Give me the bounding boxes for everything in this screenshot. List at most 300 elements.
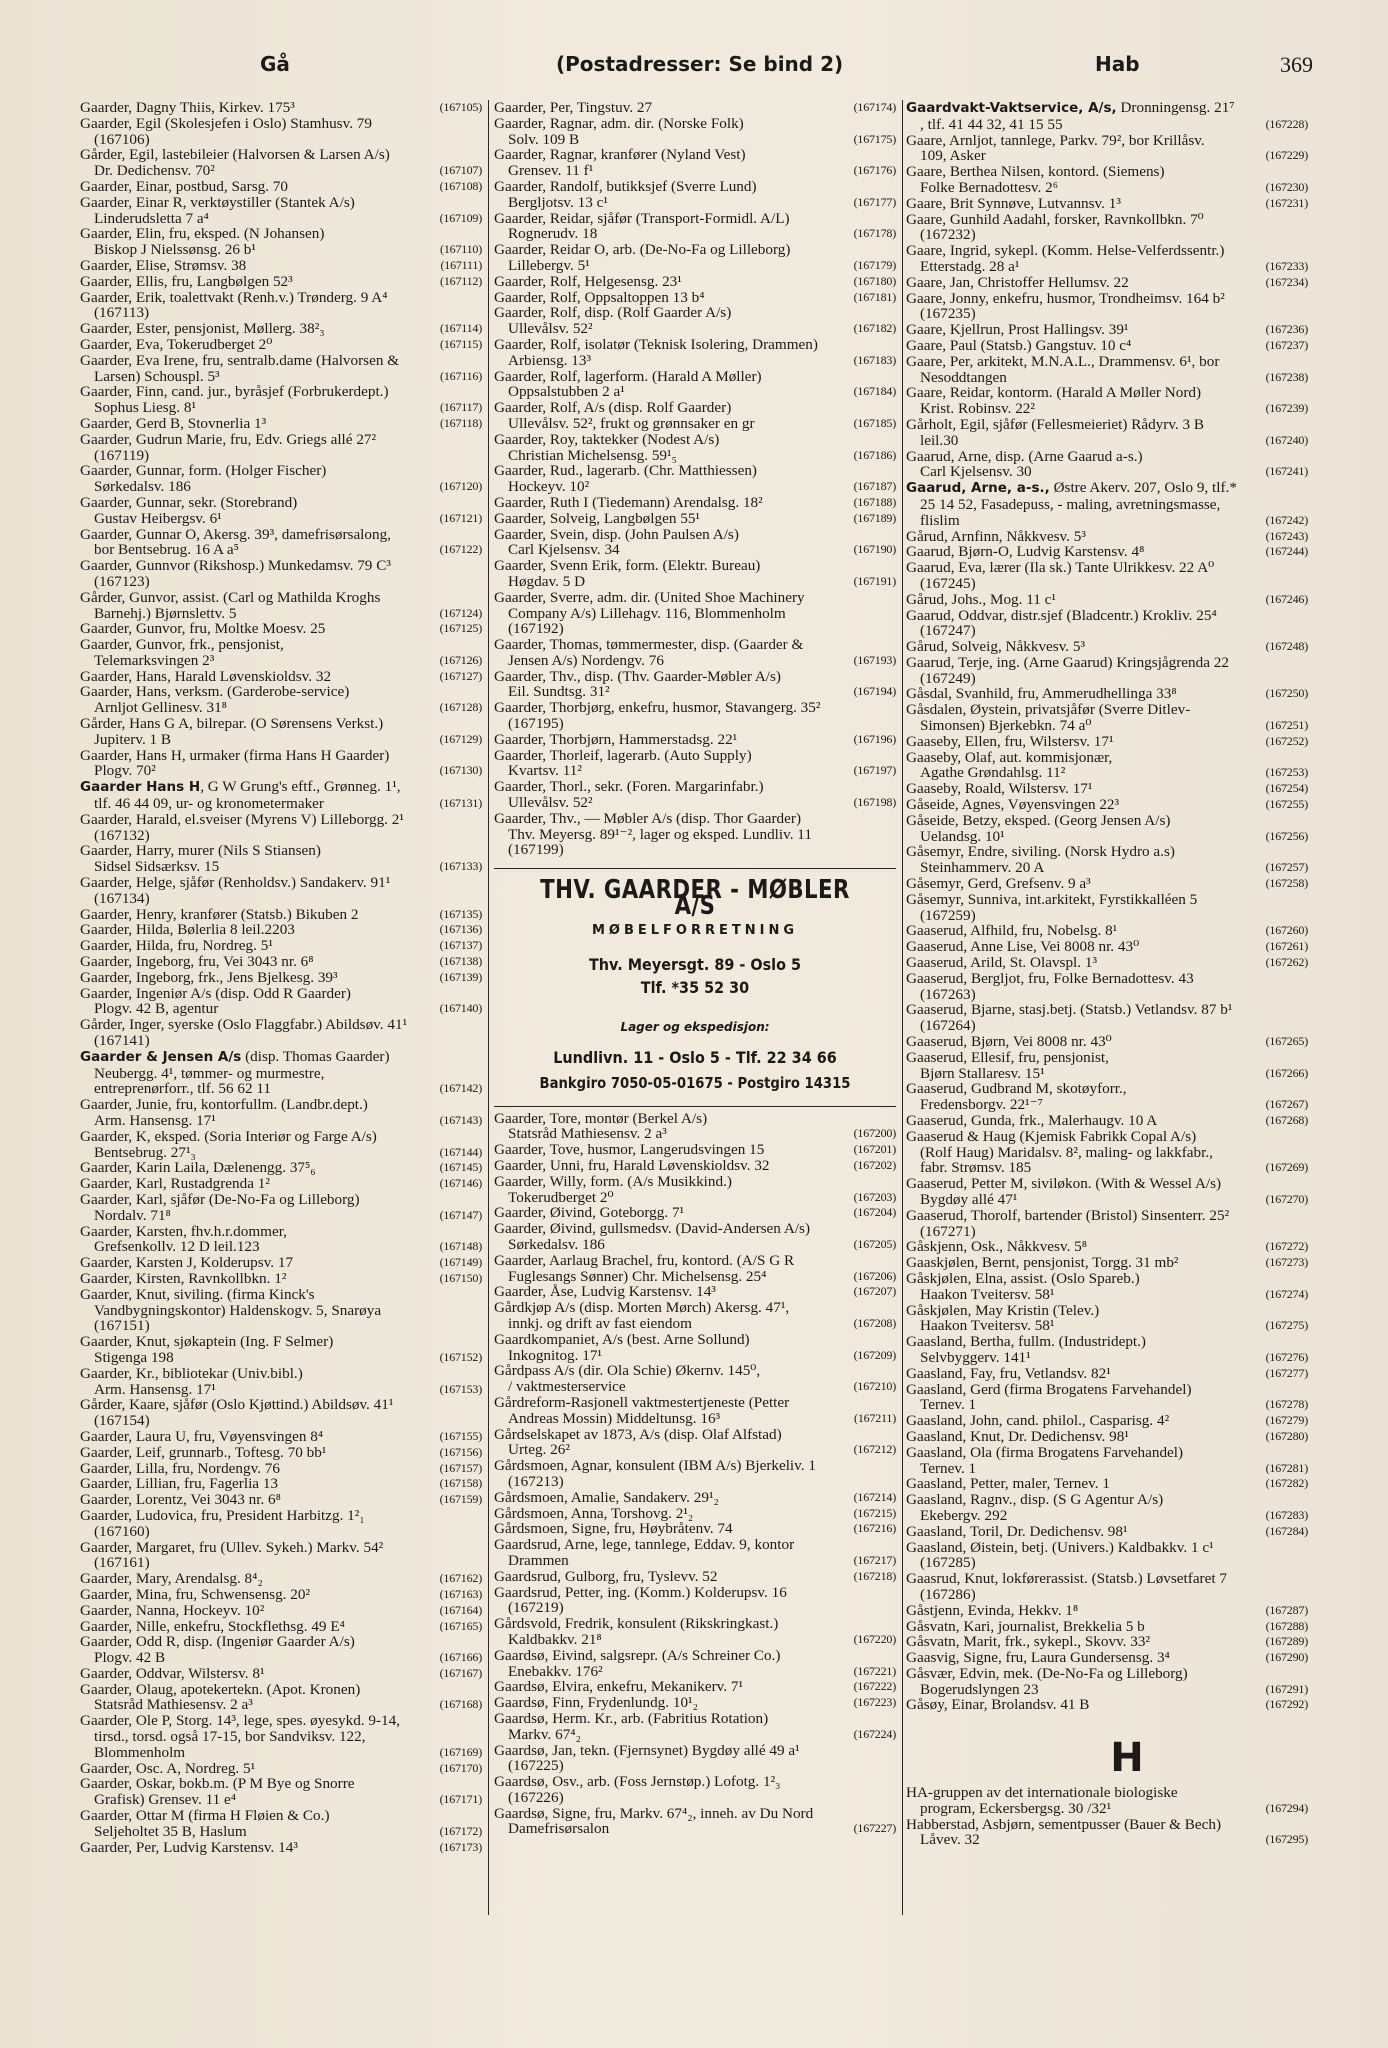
entry-number: (167203) [853, 1189, 896, 1204]
entry-text: Gåstjenn, Evinda, Hekkv. 1⁸ [906, 1601, 1079, 1619]
entry-continuation-line [494, 1821, 896, 1837]
entry-text: Gaarud, Arne, a-s., Østre Akerv. 207, Oslo 9, tlf.* [906, 479, 1237, 497]
entry-text: Gaarder, Egil (Skolesjefen i Oslo) Stamhusv. 79 [80, 114, 372, 132]
directory-entry [906, 1492, 1308, 1524]
advertisement-box [494, 868, 896, 1106]
entry-number: (167261) [1265, 939, 1308, 954]
entry-text: Gaarder, Elin, fru, eksped. (N Johansen) [80, 225, 325, 243]
entry-name-line [80, 320, 325, 337]
directory-entry [906, 971, 1308, 1003]
entry-number: (167231) [1265, 195, 1308, 210]
entry-name-line [80, 842, 321, 859]
entry-name-line [80, 1191, 360, 1208]
entry-text: Bentsebrug. 27¹₃ [94, 1143, 196, 1161]
entry-number: (167120) [439, 479, 482, 494]
entry-text: Gaare, Jonny, enkefru, husmor, Trondheimsv. 164 b² [906, 289, 1225, 307]
entry-text: Gårholt, Egil, sjåfør (Fellesmeieriet) Rådyrv. 3 B [906, 415, 1205, 433]
directory-entry [906, 1002, 1308, 1034]
entry-name-line [494, 115, 744, 132]
directory-entry [80, 1017, 482, 1049]
entry-number: (167257) [1265, 860, 1308, 875]
entry-continuation-line [494, 1758, 896, 1774]
entry-text: Gaaskjølen, Bernt, pensjonist, Torgg. 31 mb² [906, 1254, 1179, 1272]
entry-number: (167179) [853, 257, 896, 272]
entry-text: Gaarder, Helge, sjåfør (Renholdsv.) Sandakerv. 91¹ [80, 874, 391, 892]
entry-name-line [80, 1270, 286, 1287]
page-header [80, 52, 1313, 86]
directory-entry [80, 1160, 482, 1176]
directory-entry [80, 1397, 482, 1429]
entry-continuation-line [494, 1379, 896, 1395]
directory-entry [494, 242, 896, 274]
ad-title: THV. GAARDER - MØBLER A/S [540, 875, 850, 922]
entry-continuation-line [494, 1442, 896, 1458]
entry-name-line [906, 812, 1170, 829]
entry-name-line [80, 985, 351, 1002]
entry-continuation-line [80, 1824, 482, 1840]
entry-name-line [494, 1584, 787, 1601]
entry-number: (167181) [853, 289, 896, 304]
entry-text: Gaarder, Nanna, Hockeyv. 10² [80, 1601, 265, 1619]
entry-name-line [906, 1080, 1127, 1097]
entry-text: Gaaserud, Alfhild, fru, Nobelsg. 8¹ [906, 922, 1118, 940]
entry-name-line [906, 654, 1229, 671]
entry-name-line [80, 1444, 326, 1461]
directory-entry [80, 1682, 482, 1714]
entry-text: Gaare, Arnljot, tannlege, Parkv. 79², bor Krillåsv. [906, 131, 1205, 149]
entry-text: Gaarder, Oddvar, Wilstersv. 8¹ [80, 1664, 265, 1682]
directory-entry [906, 1208, 1308, 1240]
entry-name-line [80, 906, 358, 923]
entry-text: Gaarder, Ragnar, adm. dir. (Norske Folk) [494, 114, 744, 132]
entry-text: Gaarder, Eva, Tokerudberget 2⁰ [80, 335, 273, 353]
entry-text: (167141) [94, 1032, 150, 1050]
entry-text: Statsråd Mathiesensv. 2 a³ [94, 1696, 253, 1714]
entry-text: Gaarder, Gunnvor (Rikshosp.) Munkedamsv. 79 C³ [80, 557, 391, 575]
entry-text: Gåseide, Betzy, eksped. (Georg Jensen A/s) [906, 811, 1171, 829]
entry-text: Gaarder & Jensen A/s (disp. Thomas Gaarder) [80, 1047, 390, 1065]
entry-name-line [906, 1365, 1111, 1382]
entry-text: Damefrisørsalon [508, 1820, 610, 1838]
entry-name-line [906, 938, 1139, 955]
entry-name-line [494, 699, 820, 716]
entry-number: (167168) [439, 1697, 482, 1712]
directory-entry [494, 1711, 896, 1743]
entry-text: innkj. og drift av fast eiendom [508, 1314, 692, 1332]
entry-text: Gaarud, Eva, lærer (Ila sk.) Tante Ulrikkesv. 22 A⁰ [906, 559, 1215, 577]
entry-text: tirsd., torsd. også 17-15, bor Sandviksv. 122, [94, 1728, 366, 1746]
directory-entry [494, 1142, 896, 1158]
entry-number: (167240) [1265, 432, 1308, 447]
entry-text: Gaasland, John, cand. philol., Casparisg. 4² [906, 1412, 1170, 1430]
entry-text: Gaarder, Øivind, Goteborgg. 7¹ [494, 1204, 685, 1222]
entry-text: Gaaserud, Bjørn, Vei 8008 nr. 43⁰ [906, 1033, 1112, 1051]
entry-continuation-line [80, 542, 482, 558]
directory-entry [80, 337, 482, 353]
directory-entry [80, 1776, 482, 1808]
directory-entry [80, 1603, 482, 1619]
entry-text: Gaarud, Bjørn-O, Ludvig Karstensv. 4⁸ [906, 543, 1145, 561]
entry-text: Gaarder, Unni, fru, Harald Løvenskioldsv. 32 [494, 1157, 770, 1175]
entry-continuation-line [494, 132, 896, 148]
entry-text: Gaarder, Aarlaug Brachel, fru, kontord. (A/S G R [494, 1251, 795, 1269]
entry-text: Hockeyv. 10² [508, 478, 590, 496]
entry-text: Gårder, Kaare, sjåfør (Oslo Kjøttind.) Abildsøv. 41¹ [80, 1396, 394, 1414]
entry-text: Gåsemyr, Gerd, Grefsenv. 9 a³ [906, 875, 1091, 893]
entry-text: Company A/s) Lillehagv. 116, Blommenholm [508, 604, 786, 622]
entry-continuation-line [80, 1555, 482, 1571]
entry-number: (167165) [439, 1618, 482, 1633]
entry-number: (167133) [439, 859, 482, 874]
directory-entry [906, 322, 1308, 338]
entry-text: bor Bentsebrug. 16 A a⁵ [94, 541, 239, 559]
directory-entry [80, 1666, 482, 1682]
entry-continuation-line [906, 829, 1308, 845]
directory-entry [494, 1616, 896, 1648]
entry-number: (167105) [439, 100, 482, 114]
directory-entry [80, 226, 482, 258]
entry-continuation-line [80, 242, 482, 258]
entry-name-line [906, 290, 1225, 307]
entry-text: Ullevålsv. 52² [508, 320, 593, 338]
entry-text: Gaarder, Ruth I (Tiedemann) Arendalsg. 18² [494, 493, 763, 511]
directory-entry [906, 164, 1308, 196]
directory-entry [906, 212, 1308, 244]
directory-entry [80, 179, 482, 195]
entry-name-line [906, 875, 1091, 892]
entry-text: Gaare, Kjellrun, Prost Hallingsv. 39¹ [906, 321, 1129, 339]
directory-entry [494, 1648, 896, 1680]
entry-number: (167124) [439, 605, 482, 620]
entry-text: Gaare, Ingrid, sykepl. (Komm. Helse-Velferdssentr.) [906, 242, 1225, 260]
entry-number: (167208) [853, 1315, 896, 1330]
entry-number: (167267) [1265, 1097, 1308, 1112]
entry-text: (Rolf Haug) Maridalsv. 8², maling- og lakkfabr., [920, 1143, 1213, 1161]
directory-entry [80, 527, 482, 559]
entry-name-line [494, 1742, 800, 1759]
entry-name-line [906, 1475, 1110, 1492]
directory-entry [494, 637, 896, 669]
directory-entry [906, 734, 1308, 750]
entry-text: Gaarder, Karsten, fhv.h.r.dommer, [80, 1222, 287, 1240]
entry-continuation-line [906, 1350, 1308, 1366]
entry-text: Gåsøy, Einar, Brolandsv. 41 B [906, 1696, 1090, 1714]
entry-text: Gåsdal, Svanhild, fru, Ammerudhellinga 33⁸ [906, 685, 1177, 703]
entry-continuation-line [494, 621, 896, 637]
directory-entry [906, 243, 1308, 275]
entry-continuation-line [80, 211, 482, 227]
entry-text: Gårder, Egil, lastebileier (Halvorsen & Larsen A/s) [80, 146, 390, 164]
entry-text: Gaarder, Gunnar O, Akersg. 39³, damefrisørsalong, [80, 525, 391, 543]
entry-name-line [494, 494, 763, 511]
entry-name-line [80, 811, 404, 828]
entry-name-line [494, 304, 731, 321]
entry-name-line [80, 415, 266, 432]
entry-continuation-line [906, 370, 1308, 386]
entry-name-line [80, 953, 314, 970]
directory-entry [80, 954, 482, 970]
entry-continuation-line [494, 763, 896, 779]
entry-name-line [906, 733, 1114, 750]
directory-entry [80, 1634, 482, 1666]
directory-entry [906, 417, 1308, 449]
entry-text: Gaarder, Gudrun Marie, fru, Edv. Griegs allé 27² [80, 430, 377, 448]
entry-text: Uelandsg. 10¹ [920, 827, 1005, 845]
entry-number: (167207) [853, 1284, 896, 1299]
entry-text: Sørkedalsv. 186 [508, 1236, 605, 1253]
entry-text: Gaarder, Elise, Strømsv. 38 [80, 256, 247, 274]
directory-entry [494, 495, 896, 511]
entry-text: Plogv. 42 B [94, 1649, 166, 1667]
entry-name-line [494, 778, 764, 795]
entry-name-line [906, 1539, 1214, 1556]
directory-entry [906, 196, 1308, 212]
entry-continuation-line [80, 1033, 482, 1049]
directory-entry [494, 1158, 896, 1174]
entry-continuation-line [80, 1208, 482, 1224]
entry-number: (167266) [1265, 1065, 1308, 1080]
entry-name-line [80, 1618, 345, 1635]
entry-continuation-line [906, 765, 1308, 781]
entry-continuation-line [80, 700, 482, 716]
entry-number: (167284) [1265, 1523, 1308, 1538]
entry-name-line [906, 1207, 1229, 1224]
entry-text: Gaarder, Oskar, bokb.m. (P M Bye og Snorre [80, 1775, 355, 1793]
entry-number: (167278) [1265, 1397, 1308, 1412]
directory-entry [80, 1808, 482, 1840]
entry-continuation-line [494, 1664, 896, 1680]
directory-entry [80, 716, 482, 748]
entry-name-line [80, 194, 355, 211]
directory-entry [494, 1743, 896, 1775]
directory-entry [80, 684, 482, 716]
directory-entry [906, 876, 1308, 892]
entry-continuation-line [80, 511, 482, 527]
entry-name-line [494, 1773, 780, 1790]
directory-entry [494, 1205, 896, 1221]
entry-continuation-line [494, 1348, 896, 1364]
entry-text: Biskop J Nielssønsg. 26 b¹ [94, 241, 256, 259]
entry-number: (167228) [1265, 116, 1308, 131]
directory-entry [906, 813, 1308, 845]
entry-name-line [494, 636, 803, 653]
column-3 [906, 100, 1308, 2000]
directory-entry [906, 1129, 1308, 1176]
entry-text: Solv. 109 B [508, 130, 580, 148]
entry-number: (167197) [853, 763, 896, 778]
directory-entry [494, 1253, 896, 1285]
entry-number: (167176) [853, 163, 896, 178]
entry-number: (167254) [1265, 781, 1308, 796]
entry-name-line [80, 1396, 393, 1413]
entry-number: (167142) [439, 1081, 482, 1096]
entry-text: Gaarder, Lillian, fru, Fagerlia 13 [80, 1475, 279, 1493]
directory-entry [906, 1540, 1308, 1572]
entry-continuation-line [494, 1190, 896, 1206]
entry-name-line [906, 1128, 1196, 1145]
entry-text: (167160) [94, 1522, 150, 1540]
entry-text: (167195) [508, 715, 564, 733]
entry-name-line [80, 383, 389, 400]
entry-number: (167218) [853, 1568, 896, 1583]
directory-entry [906, 1413, 1308, 1429]
entry-number: (167107) [439, 163, 482, 178]
entry-name-line [80, 1223, 287, 1240]
entry-name-line [494, 178, 757, 195]
directory-entry [80, 1271, 482, 1287]
entry-name-line [906, 195, 1121, 212]
entry-continuation-line [494, 384, 896, 400]
directory-entry [906, 1603, 1308, 1619]
entry-continuation-line [906, 576, 1308, 592]
entry-number: (167234) [1265, 274, 1308, 289]
entry-text: Gaarder, Karsten J, Kolderupsv. 17 [80, 1254, 294, 1272]
entry-name-line [494, 1299, 789, 1316]
entry-continuation-line [906, 718, 1308, 734]
entry-name-line [494, 1110, 707, 1127]
entry-text: (167264) [920, 1017, 976, 1035]
entry-number: (167189) [853, 510, 896, 525]
entry-text: Gårdsmoen, Amalie, Sandakerv. 29¹₂ [494, 1488, 719, 1506]
entry-number: (167209) [853, 1347, 896, 1362]
directory-entry [494, 1695, 896, 1711]
directory-entry [494, 1395, 896, 1427]
directory-entry [906, 702, 1308, 734]
entry-number: (167262) [1265, 955, 1308, 970]
entry-text: Gårdsmoen, Agnar, konsulent (IBM A/s) Bjerkeliv. 1 [494, 1457, 816, 1475]
entry-text: (167259) [920, 906, 976, 924]
directory-entry [906, 592, 1308, 608]
entry-name-line [80, 1096, 368, 1113]
entry-name-line [906, 1784, 1178, 1801]
entry-number: (167177) [853, 194, 896, 209]
directory-entry [80, 384, 482, 416]
entry-number: (167227) [853, 1821, 896, 1836]
entry-text: Gaarder, Hilda, fru, Nordreg. 5¹ [80, 937, 273, 955]
ad-bank: Bankgiro 7050-05-01675 - Postgiro 14315 [539, 1073, 851, 1092]
directory-entry [80, 1508, 482, 1540]
entry-continuation-line [80, 1001, 482, 1017]
entry-number: (167174) [853, 100, 896, 114]
entry-continuation-line [494, 226, 896, 242]
entry-number: (167251) [1265, 718, 1308, 733]
entry-name-line [906, 211, 1204, 228]
entry-text: Vandbygningskontor) Haldenskogv. 5, Snarøya [94, 1301, 382, 1319]
entry-text: Gaasland, Fay, fru, Vetlandsv. 82¹ [906, 1364, 1111, 1382]
entry-text: Gårder, Gunvor, assist. (Carl og Mathilda Kroghs [80, 588, 381, 606]
entry-name-line [80, 921, 295, 938]
entry-continuation-line [906, 513, 1308, 529]
entry-name-line [80, 1775, 355, 1792]
entry-text: Oppsalstubben 2 a¹ [508, 383, 625, 401]
entry-continuation-line [906, 117, 1308, 133]
entry-text: Blommenholm [94, 1743, 186, 1761]
entry-text: Gaaserud, Gunda, frk., Malerhaugv. 10 A [906, 1112, 1158, 1129]
directory-entry [906, 923, 1308, 939]
entry-text: Gårud, Solveig, Nåkkvesv. 5³ [906, 638, 1086, 656]
entry-continuation-line [80, 1066, 482, 1082]
entry-number: (167180) [853, 273, 896, 288]
entry-text: (167286) [920, 1585, 976, 1603]
entry-continuation-line [494, 1269, 896, 1285]
entry-text: Gaasland, Gerd (firma Brogatens Farvehandel) [906, 1380, 1192, 1398]
entry-number: (167242) [1265, 512, 1308, 527]
entry-text: Thv. Meyersg. 89¹⁻², lager og eksped. Lundliv. 11 [508, 825, 812, 843]
entry-name-line [80, 747, 389, 764]
entry-number: (167182) [853, 321, 896, 336]
entry-number: (167112) [440, 273, 482, 288]
entry-text: (167106) [94, 130, 150, 148]
entry-number: (167230) [1265, 179, 1308, 194]
directory-entry [80, 195, 482, 227]
directory-entry [494, 1284, 896, 1300]
entry-number: (167121) [439, 510, 482, 525]
entry-text: Grafisk) Grensev. 11 e⁴ [94, 1791, 237, 1809]
entry-number: (167274) [1265, 1286, 1308, 1301]
entry-continuation-line [494, 1411, 896, 1427]
entry-number: (167140) [439, 1001, 482, 1016]
entry-number: (167214) [853, 1489, 896, 1504]
entry-number: (167184) [853, 384, 896, 399]
directory-entry [80, 621, 482, 637]
entry-name-line [494, 1394, 789, 1411]
entry-text: Gaasland, Toril, Dr. Dedichensv. 98¹ [906, 1522, 1128, 1540]
entry-number: (167173) [439, 1839, 482, 1854]
entry-continuation-line [80, 1650, 482, 1666]
directory-entry [494, 100, 896, 116]
entry-number: (167146) [439, 1176, 482, 1191]
directory-entry [494, 1332, 896, 1364]
entry-continuation-line [906, 1192, 1308, 1208]
ad-subtitle: MØBELFORRETNING [591, 922, 799, 938]
directory-entry [80, 1429, 482, 1445]
entry-number: (167114) [440, 321, 482, 336]
directory-entry [80, 321, 482, 337]
entry-number: (167147) [439, 1207, 482, 1222]
entry-text: Gaarder, Dagny Thiis, Kirkev. 175³ [80, 100, 295, 116]
entry-number: (167193) [853, 652, 896, 667]
entry-text: / vaktmesterservice [508, 1378, 626, 1396]
entry-number: (167135) [439, 906, 482, 921]
entry-text: Arm. Hansensg. 17¹ [94, 1380, 216, 1398]
entry-name-line [906, 1302, 1099, 1319]
directory-entry [80, 463, 482, 495]
entry-text: Nesoddtangen [920, 368, 1007, 386]
entry-name-line [494, 1220, 810, 1237]
entry-text: (167247) [920, 622, 976, 640]
directory-entry [494, 211, 896, 243]
entry-name-line [906, 701, 1190, 718]
entry-continuation-line [906, 1555, 1308, 1571]
entry-text: Gaarder, Mary, Arendalsg. 8⁴₂ [80, 1570, 263, 1588]
entry-name-line [906, 337, 1131, 354]
entry-text: Gaarder, Henry, kranfører (Statsb.) Bikuben 2 [80, 905, 359, 923]
entry-name-line [494, 1489, 719, 1506]
directory-entry [80, 1049, 482, 1097]
entry-name-line [80, 494, 297, 511]
directory-entry [494, 1537, 896, 1569]
entry-number: (167187) [853, 479, 896, 494]
entry-text: Arbiensg. 13³ [508, 351, 592, 369]
entry-continuation-line [80, 1081, 482, 1097]
entry-number: (167270) [1265, 1191, 1308, 1206]
entry-number: (167190) [853, 542, 896, 557]
entry-text: Gåsvatn, Kari, journalist, Brekkelia 5 b [906, 1617, 1145, 1635]
entry-number: (167253) [1265, 765, 1308, 780]
column-divider [488, 100, 489, 1915]
entry-text: Gaarder, Svein, disp. (John Paulsen A/s) [494, 525, 739, 543]
entry-number: (167220) [853, 1631, 896, 1646]
